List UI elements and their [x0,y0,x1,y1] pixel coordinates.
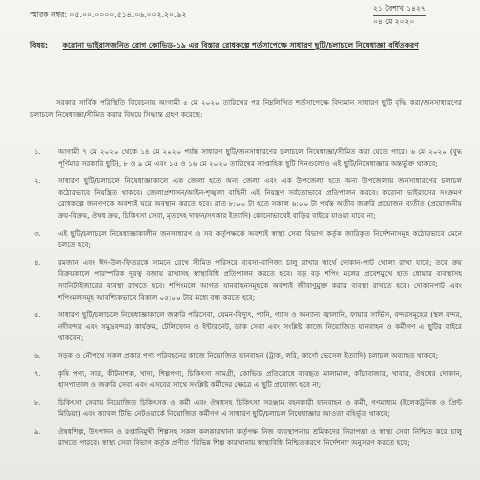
list-item [30,350,462,362]
list-item-text: ঔষধশিল্প, উৎপাদন ও রপ্তানিমুখী শিল্পসহ সকল কলকারখানা কর্তৃপক্ষ নিজ ব্যবস্থাপনায় শ্রমিকদের নিরাপত্তা ও স্বাস্থ্য সেবা নিশ্চিত করে চালু রাখতে পারবে। স্বাস্থ্য সেবা বিভাগ কর্তৃক প্রণীত 'বিভিন্ন শিল্প কারখানায় স্বাস্থ্যবিধি নিশ্চিতকরণে নির্দেশনা' অনুসরণ করতে হবে; [58,426,462,448]
date-gregorian: ০৪ মে ২০২০ [373,15,426,27]
list-item-number: ২. [34,176,41,186]
list-item-number: ৫. [34,310,41,320]
subject-line [30,40,462,52]
list-item [30,368,462,391]
subject-label: বিষয়: [30,41,49,50]
list-item-number: ৩. [34,228,41,238]
intro-paragraph: সরকার সার্বিক পরিস্থিতি বিবেচনায় আগামী ৫ মে ২০২০ তারিখের পর নিম্নলিখিত শর্তসাপেক্ষে বিদ্যমান সাধারণ ছুটি বৃদ্ধি করা/জনসাধারণের চলাচলে নিষেধাজ্ঞা/সীমিত করার বিষয়ে সিদ্ধান্ত গ্রহণ করেছে: [30,98,462,119]
numbered-list [30,146,462,455]
date-block [373,4,426,27]
list-item-text: সাধারণ ছুটি/চলাচলে নিষেধাজ্ঞাকালে এক জেলা হতে অন্য জেলা এবং এক উপজেলা হতে অন্য উপজেলায় জনসাধারণের চলাচল কঠোরভাবে নিয়ন্ত্রিত থাকবে। জেলাপ্রশাসন/আইন-শৃঙ্খলা বাহিনী এই নিয়ন্ত্রণ সর্বতোভাবে প্রতিপালন করবে। করোনা ভাইরাসের সংক্রমণ রোধকল্পে জনগণকে অবশ্যই ঘরে অবস্থান করতে হবে। রাত ৮:০০ টা হতে সকাল ৬:০০ টা পর্যন্ত অতীব জরুরি প্রয়োজন ব্যতীত (প্রয়োজনীয় ক্রয়-বিক্রয়, ঔষধ ক্রয়, চিকিৎসা সেবা, মৃতদেহ দাফন/সৎকার ইত্যাদি) কোনোভাবেই বাড়ির বাইরে যাওয়া যাবে না; [58,176,462,220]
list-item-number: ১. [34,147,41,156]
list-item [30,146,462,169]
list-item-text: রমজান এবং ঈদ-উল-ফিতরকে সামনে রেখে সীমিত পরিসরে ব্যবসা-বাণিজ্য চালু রাখার স্বার্থে দোকান-পাট খোলা রাখা যাবে; তবে ক্রয় বিক্রয়কালে পারস্পরিক দূরত্ব বজায় রাখাসহ স্বাস্থ্যবিধি প্রতিপালন করতে হবে। বড় বড় শপিং মলের প্রবেশমুখে হাত ধোয়ার ব্যবস্থাসহ স্যানিটাইজারের ব্যবস্থা রাখতে হবে। শপিংমলে আগত যানবাহনসমূহকে অবশ্যই জীবাণুমুক্ত করার ব্যবস্থা রাখতে হবে। দোকানপাট এবং শপিংমলসমূহ আবশ্যিকভাবে বিকাল ০৫:০০ টার মধ্যে বন্ধ করতে হবে; [58,257,462,302]
list-item-text: আগামী ৭ মে ২০২০ থেকে ১৪ মে ২০২০ পর্যন্ত সাধারণ ছুটি/জনসাধারণের চলাচলে নিষেধাজ্ঞা/সীমিত করা যেতে পারে। ৬ মে ২০২০ (বুদ্ধ পূর্ণিমার সরকারি ছুটি), ৮ ও ৯ মে এবং ১৫ ও ১৬ মে ২০২০ তারিখের সাপ্তাহিক ছুটি দিনগুলোও এই ছুটি/নিষেধাজ্ঞার অন্তর্ভুক্ত থাকবে; [58,147,462,168]
list-item [30,309,462,344]
subject-text: করোনা ভাইরাসজনিত রোগ কোভিড-১৯ এর বিস্তার রোধকল্পে শর্তসাপেক্ষে সাধারণ ছুটি/চলাচলে নিষেধাজ্ঞা বর্ধিতকরণ [62,41,419,50]
list-item-number: ৪. [34,257,41,267]
list-item [30,175,462,221]
list-item-number: ৯. [34,426,41,436]
list-item-text: চিকিৎসা সেবায় নিয়োজিত চিকিৎসক ও কর্মী এবং ঔষধসহ চিকিৎসা সরঞ্জাম বহনকারী যানবাহন ও কর্মী, গণমাধ্যম (ইলেকট্রনিক ও প্রিন্ট মিডিয়া) এবং ক্যাবল টিভি নেটওয়ার্কে নিয়োজিত কর্মীগণ এ সাধারণ ছুটি/চলাচল নিষেধাজ্ঞার আওতা বহির্ভূত থাকবে; [58,397,462,419]
list-item-number: ৮. [34,397,41,407]
list-item-text: কৃষি পণ্য, সার, কীটনাশক, খাদ্য, শিল্পপণ্য, চিকিৎসা সামগ্রী, কোভিড প্রতিরোধে ব্যবহৃত মালামাল, কাঁচাবাজার, খাবার, ঔষধের দোকান, হাসপাতাল ও জরুরি সেবা এবং এসবের সাথে সংশ্লিষ্ট কর্মীদের ক্ষেত্রে এ ছুটি প্রযোজ্য হবে না; [58,368,462,390]
list-item-number: ৭. [34,368,41,378]
memo-number: স্মারক নম্বর: ০৫.০০.০০০০.৫১৪.০৬.০০২.২০.৯২ [30,10,187,19]
date-bangla: ২১ বৈশাখ ১৪২৭ [373,4,426,13]
list-item [30,257,462,303]
list-item [30,397,462,420]
list-item [30,426,462,449]
list-item-text: এই ছুটি/চলাচলে নিষেধাজ্ঞাকালীন জনসাধারণ ও সব কর্তৃপক্ষকে অবশ্যই স্বাস্থ্য সেবা বিভাগ কর্তৃক জারিকৃত নির্দেশনাসমূহ কঠোরভাবে মেনে চলতে হবে; [58,228,462,250]
list-item-text: সাধারণ ছুটি/চলাচলে নিষেধাজ্ঞাকালে জরুরি পরিসেবা, যেমন-বিদ্যুৎ, পানি, গ্যাস ও অন্যান্য জ্বালানি, ফায়ার সার্ভিস, বন্দরসমূহের (স্থল বন্দর, নদীবন্দর এবং সমুদ্রবন্দর) কার্যক্রম, টেলিফোন ও ইন্টারনেট, ডাক সেবা এবং সংশ্লিষ্ট কাজে নিয়োজিত যানবাহন ও কর্মীগণ এ ছুটির বাইরে থাকবেন; [58,310,462,343]
list-item-text: সড়ক ও নৌপথে সকল প্রকার পণ্য পরিবহনের কাজে নিয়োজিত যানবাহন (ট্রাক, লরি, কার্গো ভেসেল ইত্যাদি) চলাচল অব্যাহত থাকবে; [58,350,439,360]
list-item [30,228,462,251]
list-item-number: ৬. [34,350,41,360]
